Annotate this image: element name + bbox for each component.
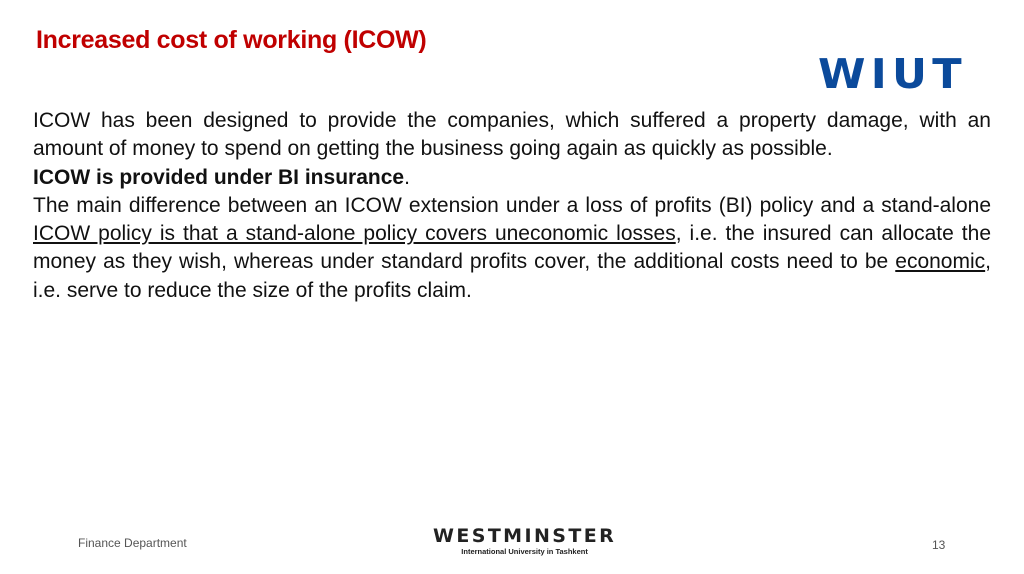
- underlined-text: ICOW policy is that a stand-alone policy covers uneconomic losses: [33, 222, 676, 246]
- footer-department: Finance Department: [78, 536, 187, 550]
- wordmark-main: WESTMINSTER: [433, 525, 617, 547]
- slide-title: Increased cost of working (ICOW): [36, 26, 427, 54]
- period: .: [404, 165, 410, 189]
- page-number: 13: [932, 538, 946, 552]
- westminster-wordmark: [433, 526, 616, 558]
- paragraph-bi-insurance: [33, 164, 991, 192]
- text-segment: The main difference between an ICOW extension under a loss of profits (BI) policy and a stand-alone: [33, 193, 991, 217]
- slide-body: [33, 107, 991, 305]
- paragraph-difference: [33, 192, 991, 305]
- paragraph-icow-purpose: ICOW has been designed to provide the companies, which suffered a property damage, with an amount of money to spend on getting the business going again as quickly as possible.: [33, 109, 991, 161]
- bold-statement: ICOW is provided under BI insurance: [33, 165, 405, 189]
- underlined-text: economic: [895, 250, 986, 274]
- wordmark-sub: International University in Tashkent: [461, 547, 588, 556]
- text-segment: , i.e. the insured can allocate the money as they wish, whereas under standard profits cover, the additional costs need to be: [33, 222, 992, 274]
- wiut-logo: WIUT: [818, 50, 967, 98]
- text-segment: , i.e. serve to reduce the size of the profits claim.: [33, 250, 991, 302]
